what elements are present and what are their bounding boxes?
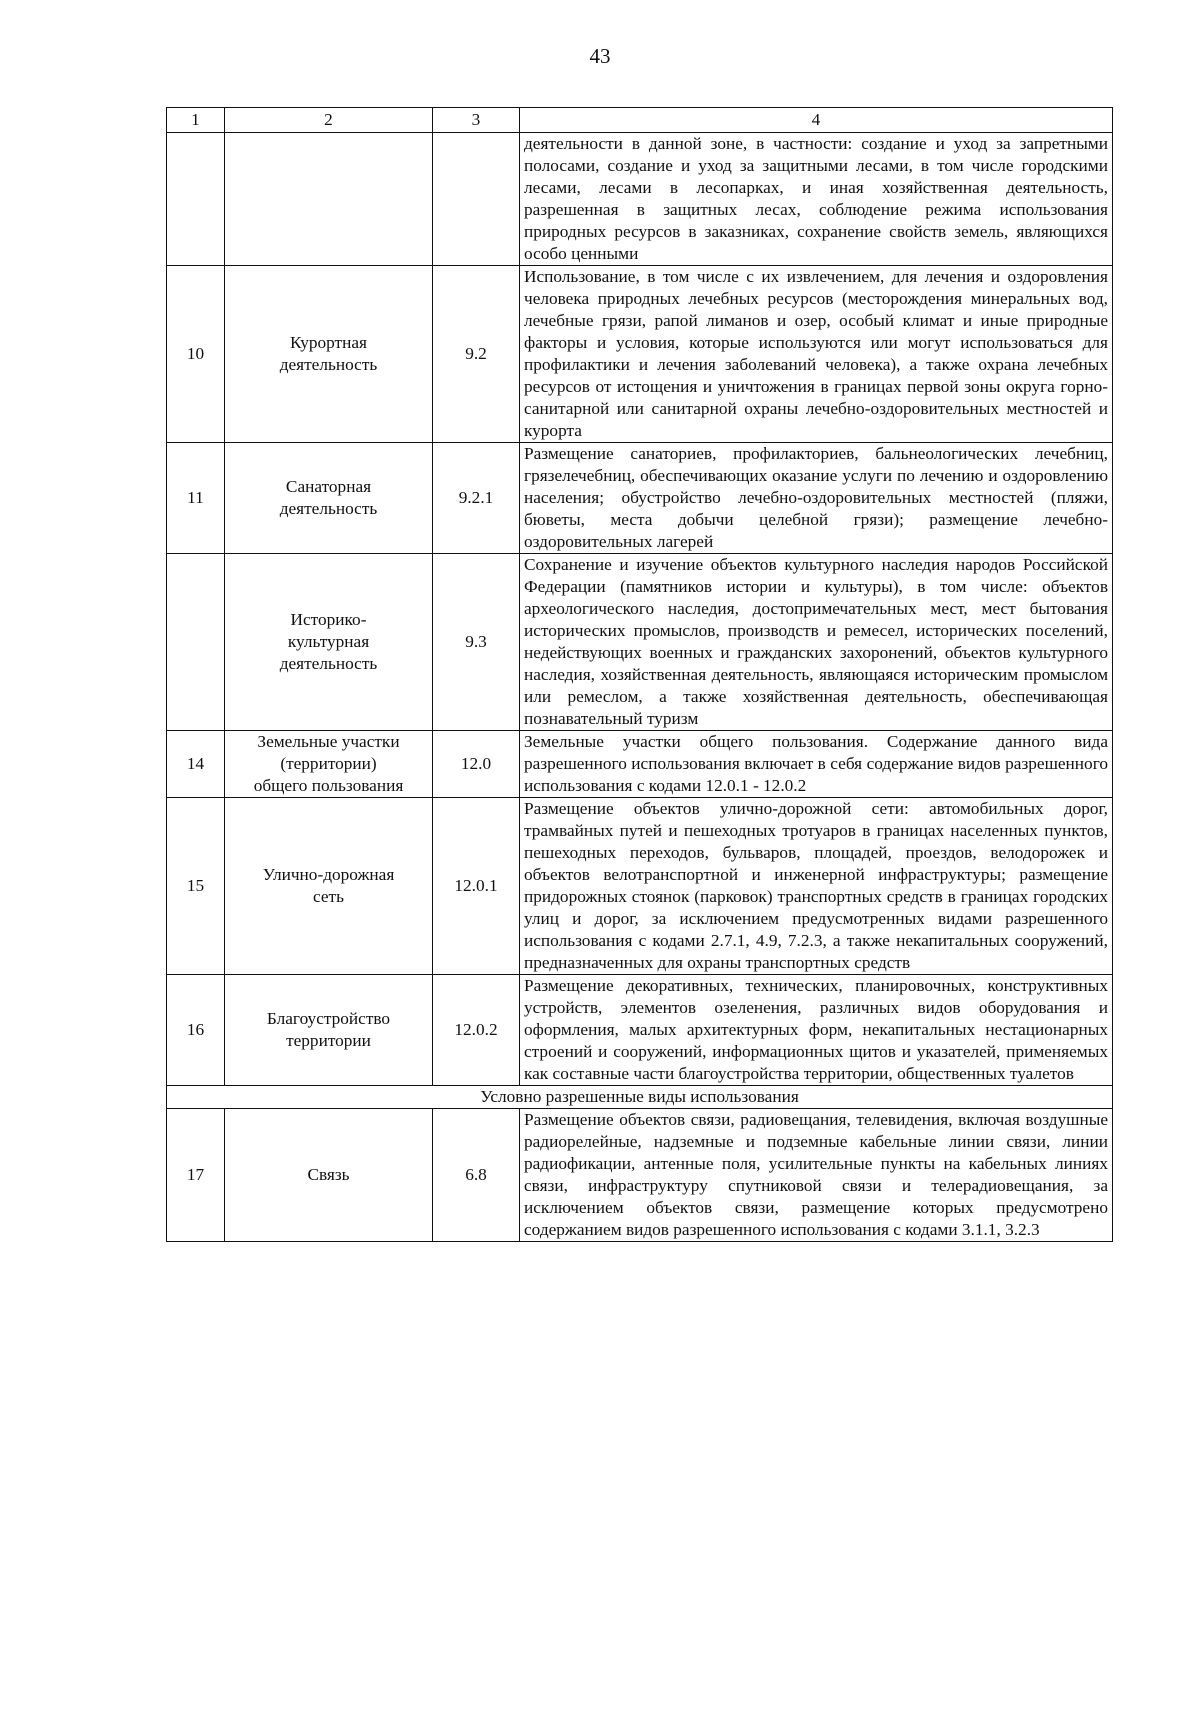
use-code — [433, 133, 520, 266]
column-header: 2 — [225, 108, 433, 133]
use-description: деятельности в данной зоне, в частности: создание и уход за запретными полосами, создание и уход за защитными лесами, в том числе городскими лесами, лесами в лесопарках, и иная хозяйственная деятельность, разрешенная в защитных лесах, соблюдение режима использования природных ресурсов в заказниках, сохранение свойств земель, являющихся особо ценными — [520, 133, 1113, 266]
use-name: Курортная деятельность — [225, 266, 433, 443]
use-description: Размещение объектов улично-дорожной сети: автомобильных дорог, трамвайных путей и пешеходных тротуаров в границах населенных пунктов, пешеходных переходов, бульваров, площадей, проездов, велодорожек и объектов велотранспортной и инженерной инфраструктуры; размещение придорожных стоянок (парковок) транспортных средств в границах городских улиц и дорог, за исключением предусмотренных видами разрешенного использования с кодами 2.7.1, 4.9, 7.2.3, а также некапитальных сооружений, предназначенных для охраны транспортных средств — [520, 798, 1113, 975]
column-header: 4 — [520, 108, 1113, 133]
table-header-row — [167, 108, 1113, 133]
table-row — [167, 731, 1113, 798]
use-name: Связь — [225, 1109, 433, 1242]
use-name: Историко- культурная деятельность — [225, 554, 433, 731]
use-name: Благоустройство территории — [225, 975, 433, 1086]
use-description: Сохранение и изучение объектов культурного наследия народов Российской Федерации (памятников истории и культуры), в том числе: объектов археологического наследия, достопримечательных мест, мест бытования исторических промыслов, производств и ремесел, исторических поселений, недействующих военных и гражданских захоронений, объектов культурного наследия, хозяйственная деятельность, являющаяся историческим промыслом или ремеслом, а также хозяйственная деятельность, обеспечивающая познавательный туризм — [520, 554, 1113, 731]
table-row — [167, 975, 1113, 1086]
use-name: Улично-дорожная сеть — [225, 798, 433, 975]
table-row — [167, 133, 1113, 266]
column-header: 1 — [167, 108, 225, 133]
use-code: 9.2 — [433, 266, 520, 443]
row-number: 16 — [167, 975, 225, 1086]
row-number: 10 — [167, 266, 225, 443]
row-number: 11 — [167, 443, 225, 554]
column-header: 3 — [433, 108, 520, 133]
table-row — [167, 443, 1113, 554]
table-row — [167, 798, 1113, 975]
use-code: 12.0 — [433, 731, 520, 798]
use-name — [225, 133, 433, 266]
row-number: 17 — [167, 1109, 225, 1242]
use-name: Санаторная деятельность — [225, 443, 433, 554]
use-code: 12.0.1 — [433, 798, 520, 975]
use-description: Использование, в том числе с их извлечением, для лечения и оздоровления человека природных лечебных ресурсов (месторождения минеральных вод, лечебные грязи, рапой лиманов и озер, особый климат и иные природные факторы и условия, которые используются или могут использоваться для профилактики и лечения заболеваний человека), а также охрана лечебных ресурсов от истощения и уничтожения в границах первой зоны округа горно-санитарной или санитарной охраны лечебно-оздоровительных местностей и курорта — [520, 266, 1113, 443]
row-number: 14 — [167, 731, 225, 798]
row-number: 15 — [167, 798, 225, 975]
row-number — [167, 133, 225, 266]
page-number: 43 — [589, 44, 611, 68]
table-row — [167, 554, 1113, 731]
row-number — [167, 554, 225, 731]
use-code: 9.3 — [433, 554, 520, 731]
use-name: Земельные участки (территории) общего пользования — [225, 731, 433, 798]
table-row — [167, 266, 1113, 443]
use-code: 9.2.1 — [433, 443, 520, 554]
use-description: Размещение санаториев, профилакториев, бальнеологических лечебниц, грязелечебниц, обеспечивающих оказание услуги по лечению и оздоровлению населения; обустройство лечебно-оздоровительных местностей (пляжи, бюветы, места добычи целебной грязи); размещение лечебно-оздоровительных лагерей — [520, 443, 1113, 554]
use-code: 12.0.2 — [433, 975, 520, 1086]
section-heading-row — [167, 1086, 1113, 1109]
use-description: Размещение декоративных, технических, планировочных, конструктивных устройств, элементов озеленения, различных видов оборудования и оформления, малых архитектурных форм, некапитальных нестационарных строений и сооружений, информационных щитов и указателей, применяемых как составные части благоустройства территории, общественных туалетов — [520, 975, 1113, 1086]
use-description: Земельные участки общего пользования. Содержание данного вида разрешенного использования включает в себя содержание видов разрешенного использования с кодами 12.0.1 - 12.0.2 — [520, 731, 1113, 798]
land-use-table — [166, 107, 1113, 1242]
table-row — [167, 1109, 1113, 1242]
section-heading: Условно разрешенные виды использования — [167, 1086, 1113, 1109]
use-description: Размещение объектов связи, радиовещания, телевидения, включая воздушные радиорелейные, надземные и подземные кабельные линии связи, линии радиофикации, антенные поля, усилительные пункты на кабельных линиях связи, инфраструктуру спутниковой связи и телерадиовещания, за исключением объектов связи, размещение которых предусмотрено содержанием видов разрешенного использования с кодами 3.1.1, 3.2.3 — [520, 1109, 1113, 1242]
use-code: 6.8 — [433, 1109, 520, 1242]
